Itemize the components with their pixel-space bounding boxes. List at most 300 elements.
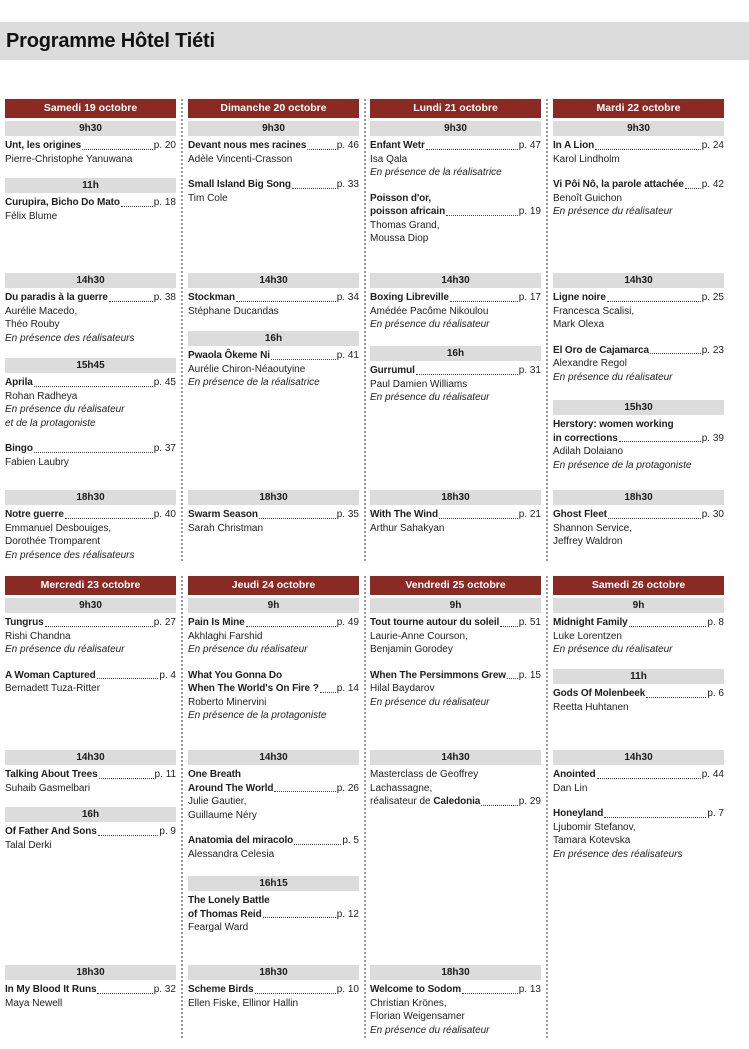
entry-text: Masterclass de Geoffrey Lachassagne, [370, 769, 479, 794]
entry-title-line [5, 825, 176, 839]
presence-note: En présence de la protagoniste [553, 459, 692, 471]
entry-title-line [5, 616, 176, 630]
entry-title-line [188, 908, 359, 922]
film-entry [370, 768, 541, 809]
film-title: Boxing Libreville [370, 292, 449, 303]
entry-title-line [370, 364, 541, 378]
time-label: 16h [5, 807, 176, 822]
presence-note: En présence de la réalisatrice [370, 167, 502, 178]
time-slot [553, 750, 724, 873]
time-slot [188, 965, 359, 1022]
film-entry [5, 768, 176, 795]
page-number: p. 51 [518, 617, 541, 628]
time-label: 16h [370, 346, 541, 361]
film-title: poisson africain [370, 206, 446, 217]
column-divider [181, 99, 183, 561]
presence-note: En présence du réalisateur [553, 644, 673, 655]
film-entry [5, 825, 176, 852]
time-label: 9h30 [370, 121, 541, 136]
entry-title-line [5, 508, 176, 522]
film-entry [370, 192, 541, 246]
entry-title-line [5, 669, 176, 683]
time-slot [5, 358, 176, 481]
film-entry [5, 983, 176, 1010]
day-header: Samedi 26 octobre [553, 576, 724, 595]
time-label: 14h30 [188, 750, 359, 765]
time-label: 14h30 [5, 750, 176, 765]
director-name: Karol Lindholm [553, 153, 620, 165]
time-label: 9h [188, 598, 359, 613]
column-divider [181, 576, 183, 1038]
film-title: The Lonely Battle [188, 895, 270, 906]
film-title: Ghost Fleet [553, 509, 607, 520]
entry-title-line [188, 768, 359, 782]
time-slot [553, 669, 724, 726]
film-entry [5, 139, 176, 166]
page-number: p. 26 [336, 782, 359, 794]
entry-title-line [553, 687, 724, 701]
time-slot [370, 121, 541, 258]
time-label: 9h [370, 598, 541, 613]
film-title: Stockman [188, 292, 235, 303]
leader-dots [65, 518, 153, 519]
entry-title-line [553, 768, 724, 782]
film-entry [553, 616, 724, 657]
director-name: Ellen Fiske, Ellinor Hallin [188, 997, 299, 1009]
film-title: One Breath [188, 769, 241, 780]
time-slot [370, 346, 541, 417]
director-name: Hilal Baydarov [370, 683, 435, 694]
time-slot [5, 273, 176, 357]
entry-title-line [5, 768, 176, 782]
time-label: 14h30 [188, 273, 359, 288]
film-title: Herstory: women working [553, 419, 674, 430]
leader-dots [97, 678, 159, 679]
page-number: p. 37 [153, 443, 176, 454]
page-number: p. 8 [707, 617, 724, 628]
time-label: 18h30 [370, 490, 541, 505]
director-name: Tamara Kotevska [553, 835, 631, 846]
film-entry [188, 894, 359, 935]
director-name: Aurélie Chiron-Néaoutyine [188, 363, 306, 375]
film-entry [5, 616, 176, 657]
director-name: Luke Lorentzen [553, 630, 622, 642]
time-slot [370, 598, 541, 721]
director-name: Alexandre Regol [553, 358, 627, 369]
film-title: Poisson d'or, [370, 192, 432, 204]
director-name: Guillaume Néry [188, 809, 257, 821]
time-slot [5, 598, 176, 708]
time-slot [370, 490, 541, 547]
leader-dots [481, 805, 517, 806]
presence-note: En présence du réalisateur [370, 392, 490, 403]
day-header: Dimanche 20 octobre [188, 99, 359, 118]
director-name: Laurie-Anne Courson, [370, 630, 468, 642]
time-label: 18h30 [188, 965, 359, 980]
time-slot [188, 121, 359, 217]
leader-dots [450, 301, 518, 302]
presence-note: En présence du réalisateur [5, 404, 125, 415]
entry-title-line [5, 196, 176, 210]
film-title: Vi Pôi Nô, la parole attachée [553, 179, 684, 190]
director-name: Sarah Christman [188, 522, 264, 534]
film-entry [188, 616, 359, 657]
entry-title-line [553, 139, 724, 153]
film-title: Welcome to Sodom [370, 984, 462, 995]
entry-title-line [188, 616, 359, 630]
day-column [5, 99, 176, 561]
entry-title-line [370, 616, 541, 630]
director-name: Julie Gautier, [188, 796, 247, 807]
entry-title-line [553, 418, 724, 432]
time-label: 9h30 [188, 121, 359, 136]
entry-title-line [188, 682, 359, 696]
director-name: Roberto Minervini [188, 696, 267, 708]
page-number: p. 25 [701, 292, 724, 303]
leader-dots [462, 993, 518, 994]
entry-title-line [553, 344, 724, 358]
day-column [5, 576, 176, 1009]
film-entry [553, 418, 724, 472]
leader-dots [607, 301, 701, 302]
time-label: 14h30 [370, 273, 541, 288]
presence-note: En présence du réalisateur [370, 696, 490, 708]
page-number: p. 12 [336, 908, 359, 920]
presence-note: et de la protagoniste [5, 417, 96, 429]
director-name: Mark Olexa [553, 319, 605, 330]
page-number: p. 4 [159, 669, 176, 681]
leader-dots [292, 188, 336, 189]
leader-dots [320, 692, 336, 693]
day-column [188, 576, 359, 1009]
time-slot [5, 965, 176, 1022]
director-name: Isa Qala [370, 153, 408, 165]
entry-title-line [188, 139, 359, 153]
day-column [370, 99, 541, 534]
page-number: p. 44 [701, 769, 724, 780]
page-number: p. 47 [518, 140, 541, 151]
film-title: What You Gonna Do [188, 669, 283, 681]
presence-note: En présence du réalisateur [370, 319, 490, 330]
page-number: p. 20 [153, 140, 176, 151]
leader-dots [255, 993, 336, 994]
director-name: Stéphane Ducandas [188, 305, 279, 317]
entry-title-line [370, 508, 541, 522]
column-divider [546, 576, 548, 1038]
film-title: Tout tourne autour du soleil [370, 617, 500, 628]
time-slot [370, 965, 541, 1049]
time-slot [188, 331, 359, 402]
entry-title-line [188, 349, 359, 363]
director-name: Bernadett Tuza-Ritter [5, 683, 101, 694]
leader-dots [97, 993, 152, 994]
film-title: Midnight Family [553, 617, 628, 628]
entry-title-line [188, 983, 359, 997]
time-label: 18h30 [188, 490, 359, 505]
film-entry [370, 291, 541, 332]
entry-title-line [370, 291, 541, 305]
leader-dots [294, 844, 341, 845]
film-title: in corrections [553, 432, 618, 444]
film-entry [188, 139, 359, 166]
director-name: Thomas Grand, [370, 219, 440, 231]
leader-dots [439, 518, 518, 519]
day-header: Samedi 19 octobre [5, 99, 176, 118]
entry-title-line [370, 669, 541, 683]
presence-note: En présence des réalisateurs [5, 549, 135, 561]
leader-dots [416, 374, 518, 375]
film-entry [188, 508, 359, 535]
page-number: p. 49 [336, 617, 359, 628]
time-label: 14h30 [553, 750, 724, 765]
day-column [553, 576, 724, 860]
time-label: 18h30 [370, 965, 541, 980]
time-slot [5, 490, 176, 574]
film-title: Pwaola Ôkeme Ni [188, 350, 270, 361]
director-name: Florian Weigensamer [370, 1011, 465, 1022]
film-title: Anatomia del miracolo [188, 835, 294, 846]
entry-title-line [370, 205, 541, 219]
time-slot [553, 273, 724, 396]
time-label: 14h30 [370, 750, 541, 765]
film-entry [553, 807, 724, 861]
page-header [0, 22, 749, 60]
director-name: Moussa Diop [370, 233, 429, 244]
director-name: Ljubomir Stefanov, [553, 821, 636, 833]
director-name: Emmanuel Desbouiges, [5, 522, 112, 534]
day-header: Vendredi 25 octobre [370, 576, 541, 595]
film-title: Of Father And Sons [5, 826, 97, 837]
page-number: p. 23 [701, 344, 724, 356]
film-title: Gods Of Molenbeek [553, 688, 646, 699]
entry-title-line [553, 432, 724, 446]
leader-dots [619, 441, 701, 442]
film-title: In A Lion [553, 140, 595, 151]
film-title: A Woman Captured [5, 669, 96, 681]
time-label: 14h30 [553, 273, 724, 288]
film-title: of Thomas Reid [188, 908, 262, 920]
presence-note: En présence de la réalisatrice [188, 377, 320, 388]
day-header: Mardi 22 octobre [553, 99, 724, 118]
page-number: p. 13 [518, 984, 541, 995]
page-number: p. 41 [336, 350, 359, 361]
film-entry [553, 178, 724, 219]
page-number: p. 19 [518, 206, 541, 217]
time-slot [188, 490, 359, 547]
film-entry [5, 442, 176, 469]
director-name: Reetta Huhtanen [553, 701, 629, 713]
time-label: 16h [188, 331, 359, 346]
day-column [370, 576, 541, 1036]
entry-title-line [188, 834, 359, 848]
page-number: p. 21 [518, 509, 541, 520]
leader-dots [604, 817, 706, 818]
entry-title-line [370, 139, 541, 153]
film-entry [370, 139, 541, 180]
page-number: p. 7 [707, 808, 724, 819]
leader-dots [500, 626, 518, 627]
director-name: Rishi Chandna [5, 630, 71, 642]
time-slot [5, 178, 176, 235]
entry-title-line [553, 508, 724, 522]
time-slot [553, 400, 724, 484]
day-column [188, 99, 359, 534]
entry-title-line [188, 291, 359, 305]
page-number: p. 35 [336, 509, 359, 520]
film-entry [5, 291, 176, 345]
entry-title-line [553, 807, 724, 821]
film-title: Ligne noire [553, 292, 606, 303]
page-number: p. 46 [336, 140, 359, 151]
film-title: Enfant Wetr [370, 140, 425, 151]
page-number: p. 9 [159, 826, 176, 837]
director-name: Paul Damien Williams [370, 378, 468, 390]
presence-note: En présence des réalisateurs [5, 332, 135, 344]
film-entry [370, 364, 541, 405]
leader-dots [259, 518, 336, 519]
leader-dots [446, 215, 518, 216]
page-number: p. 5 [342, 835, 359, 846]
presence-note: En présence du réalisateur [370, 1024, 490, 1036]
film-entry [188, 669, 359, 723]
director-name: Rohan Radheya [5, 390, 78, 402]
film-title: In My Blood It Runs [5, 984, 97, 995]
film-title: Talking About Trees [5, 769, 98, 780]
time-slot [188, 273, 359, 330]
time-label: 15h30 [553, 400, 724, 415]
director-name: Fabien Laubry [5, 456, 69, 468]
time-label: 16h15 [188, 876, 359, 891]
page-number: p. 34 [336, 292, 359, 303]
entry-title-line [553, 291, 724, 305]
director-name: Adilah Dolaiano [553, 446, 624, 457]
page-number: p. 39 [701, 432, 724, 444]
director-name: Jeffrey Waldron [553, 536, 623, 547]
entry-title-line [5, 983, 176, 997]
time-slot [370, 750, 541, 821]
director-name: Amédée Pacôme Nikoulou [370, 305, 489, 317]
time-slot [188, 750, 359, 873]
film-title: Curupira, Bicho Do Mato [5, 197, 120, 208]
page-number: p. 42 [701, 179, 724, 190]
director-name: Suhaib Gasmelbari [5, 782, 91, 794]
presence-note: En présence du réalisateur [553, 371, 673, 383]
presence-note: En présence du réalisateur [553, 206, 673, 217]
director-name: Théo Rouby [5, 319, 60, 330]
leader-dots [608, 518, 701, 519]
director-name: Félix Blume [5, 210, 58, 222]
leader-dots [650, 353, 701, 354]
film-entry [188, 291, 359, 318]
time-label: 11h [5, 178, 176, 193]
leader-dots [99, 778, 154, 779]
film-title: El Oro de Cajamarca [553, 344, 649, 356]
leader-dots [274, 791, 335, 792]
leader-dots [109, 301, 153, 302]
director-name: Arthur Sahakyan [370, 522, 445, 534]
page-number: p. 31 [518, 365, 541, 376]
film-title: Around The World [188, 782, 274, 794]
column-divider [364, 99, 366, 561]
entry-title-line [188, 508, 359, 522]
time-label: 9h [553, 598, 724, 613]
director-name: Pierre-Christophe Yanuwana [5, 153, 133, 165]
time-label: 18h30 [5, 490, 176, 505]
presence-note: En présence de la protagoniste [188, 710, 327, 721]
entry-text: réalisateur de [370, 796, 431, 807]
entry-title-line [370, 795, 541, 809]
page-title: Programme Hôtel Tiéti [6, 30, 215, 52]
time-label: 15h45 [5, 358, 176, 373]
day-column [553, 99, 724, 547]
time-slot [188, 876, 359, 947]
director-name: Benoît Guichon [553, 192, 622, 204]
film-entry [553, 687, 724, 714]
entry-title-line [188, 782, 359, 796]
time-label: 14h30 [5, 273, 176, 288]
film-entry [370, 616, 541, 657]
film-title: Du paradis à la guerre [5, 292, 108, 303]
film-entry [553, 291, 724, 332]
entry-title-line [188, 669, 359, 683]
film-title: Anointed [553, 769, 596, 780]
time-slot [553, 490, 724, 561]
film-entry [188, 983, 359, 1010]
leader-dots [45, 626, 153, 627]
director-name: Benjamin Gorodey [370, 644, 453, 655]
page-number: p. 24 [701, 140, 724, 151]
film-entry [553, 508, 724, 549]
film-entry [188, 834, 359, 861]
presence-note: En présence des réalisateurs [553, 848, 683, 860]
page-number: p. 18 [153, 197, 176, 208]
leader-dots [263, 917, 336, 918]
director-name: Alessandra Celesia [188, 848, 275, 860]
time-label: 18h30 [553, 490, 724, 505]
entry-title-line [5, 442, 176, 456]
director-name: Maya Newell [5, 997, 63, 1009]
presence-note: En présence du réalisateur [5, 644, 125, 655]
leader-dots [507, 678, 518, 679]
page-number: p. 38 [153, 292, 176, 303]
entry-title-line [188, 894, 359, 908]
page-number: p. 27 [153, 617, 176, 628]
page-number: p. 6 [707, 688, 724, 699]
film-title: Bingo [5, 443, 33, 454]
director-name: Shannon Service, [553, 522, 632, 534]
film-title: Caledonia [433, 796, 481, 807]
leader-dots [236, 301, 336, 302]
leader-dots [595, 149, 701, 150]
column-divider [364, 576, 366, 1038]
leader-dots [121, 206, 153, 207]
director-name: Akhlaghi Farshid [188, 630, 263, 642]
time-slot [370, 273, 541, 344]
film-title: Swarm Season [188, 509, 258, 520]
director-name: Tim Cole [188, 192, 228, 204]
page-number: p. 30 [701, 509, 724, 520]
entry-title-line [553, 178, 724, 192]
time-slot [553, 121, 724, 231]
leader-dots [629, 626, 707, 627]
film-title: Devant nous mes racines [188, 140, 307, 151]
film-title: Unt, les origines [5, 140, 82, 151]
time-slot [5, 121, 176, 178]
leader-dots [246, 626, 336, 627]
time-label: 9h30 [5, 121, 176, 136]
film-entry [370, 669, 541, 710]
entry-title-line [5, 291, 176, 305]
